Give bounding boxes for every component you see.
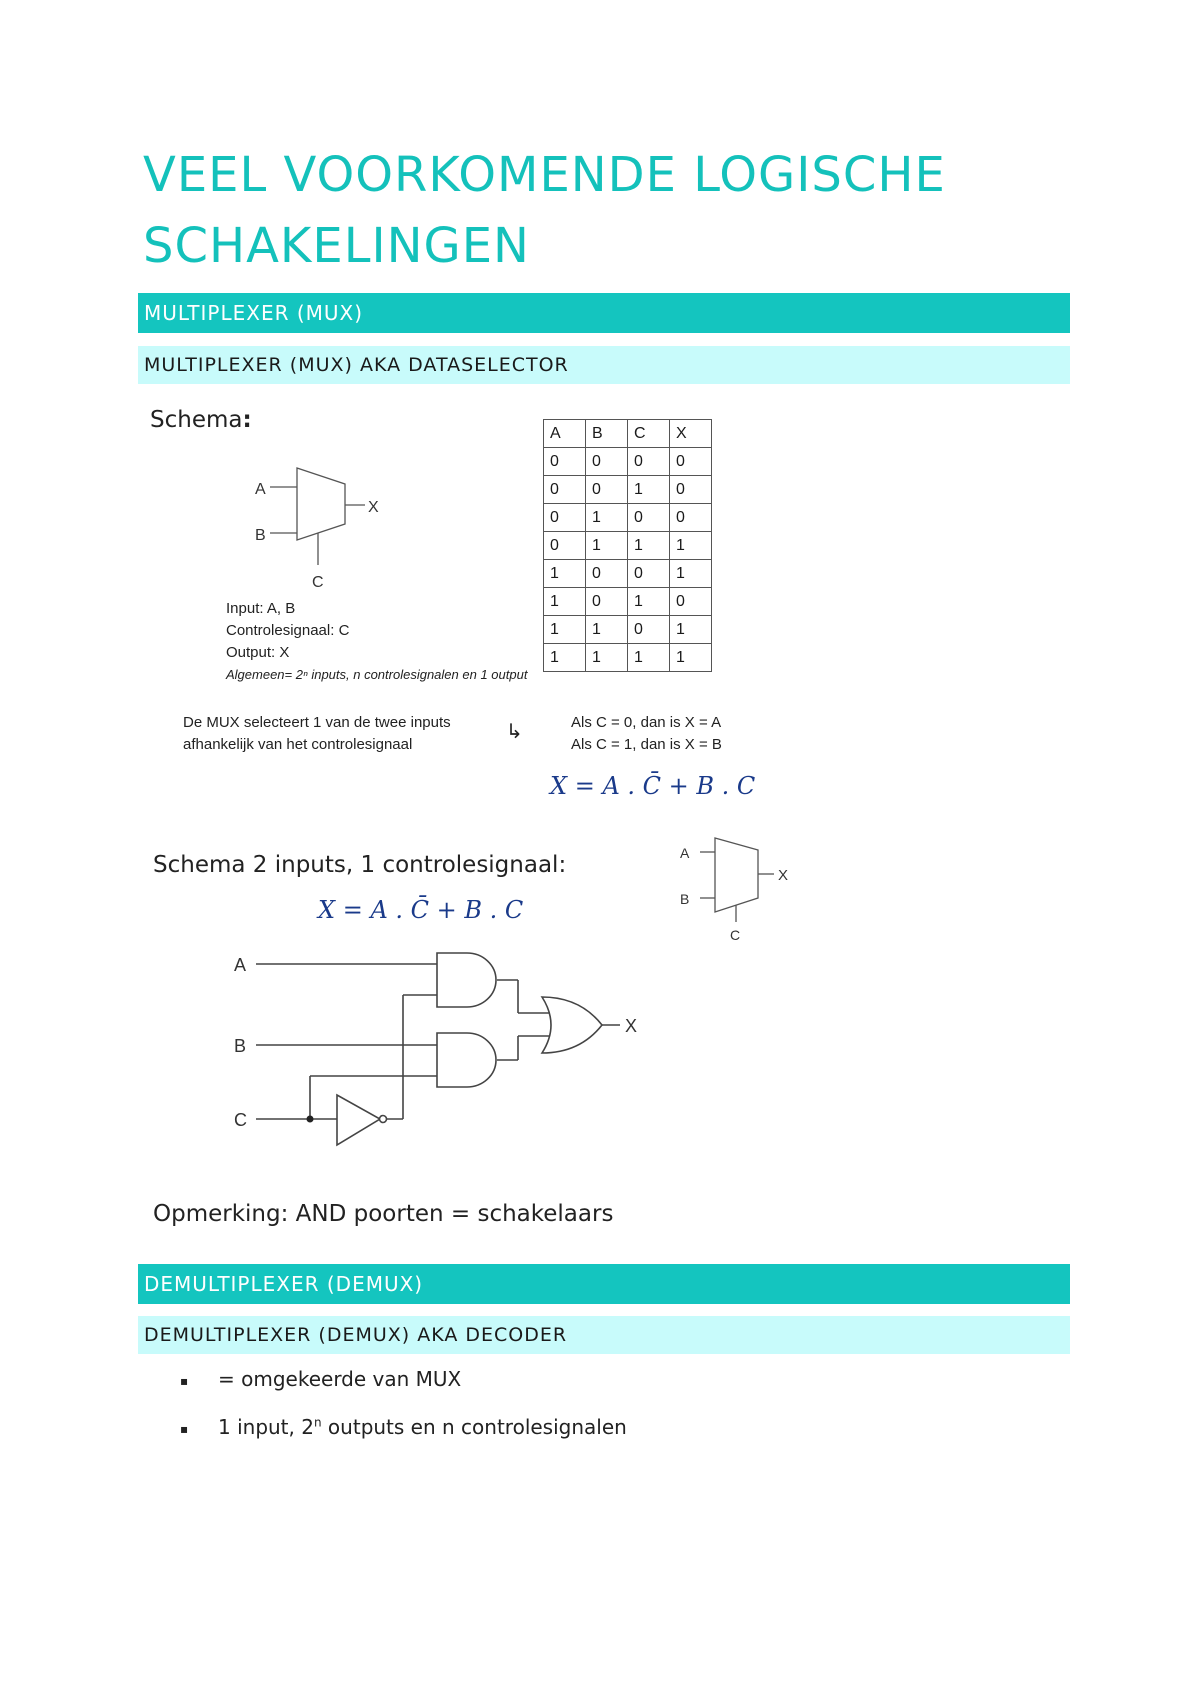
section-subheading-demux: DEMULTIPLEXER (DEMUX) AKA DECODER [138, 1316, 1070, 1354]
truth-table-cell: 0 [670, 588, 712, 616]
small-mux-c-label: C [730, 927, 741, 943]
mux-gate-circuit [220, 935, 680, 1165]
bullet-text-1: = omgekeerde van MUX [218, 1367, 462, 1391]
truth-table-cell: 0 [544, 448, 586, 476]
mux-description-line1: De MUX selecteert 1 van de twee inputs [183, 714, 451, 731]
mux-description-line2: afhankelijk van het controlesignaal [183, 736, 413, 753]
mux-formula: X = A . C̄ + B . C [550, 772, 756, 800]
rule-c1: Als C = 1, dan is X = B [571, 736, 722, 753]
truth-table-cell: 0 [586, 476, 628, 504]
circuit-input-b-label: B [234, 1036, 247, 1056]
circuit-caption: Schema 2 inputs, 1 controlesignaal: [153, 852, 567, 878]
truth-table-cell: 0 [586, 588, 628, 616]
truth-table-cell: 1 [544, 588, 586, 616]
truth-table-row [544, 644, 712, 672]
truth-table-cell: 1 [586, 644, 628, 672]
circuit-input-a-label: A [234, 955, 247, 975]
truth-table-cell: 1 [628, 588, 670, 616]
bullet-text-2: 1 input, 2$^n$ outputs en n controlesignalen [218, 1415, 627, 1439]
mux-input-a-label: A [255, 481, 266, 498]
page-title: VEEL VOORKOMENDE LOGISCHE SCHAKELINGEN [143, 147, 946, 274]
truth-table-header: A [544, 420, 586, 448]
truth-table-cell: 1 [670, 560, 712, 588]
schema-label: Schema: [150, 407, 252, 433]
truth-table-cell: 1 [544, 560, 586, 588]
small-mux-x-label: X [778, 867, 789, 884]
truth-table-cell: 0 [628, 560, 670, 588]
section-heading-demux: DEMULTIPLEXER (DEMUX) [138, 1264, 1070, 1304]
truth-table-header: C [628, 420, 670, 448]
truth-table-cell: 1 [586, 504, 628, 532]
mux-input-b-label: B [255, 527, 266, 544]
note-input: Input: A, B [226, 600, 296, 617]
mux-control-c-label: C [312, 574, 324, 591]
truth-table-cell: 1 [670, 532, 712, 560]
truth-table-cell: 0 [544, 532, 586, 560]
circuit-output-x-label: X [625, 1016, 638, 1036]
small-mux-a-label: A [680, 845, 690, 861]
bullet-marker: ▪ [180, 1422, 189, 1436]
note-output: Output: X [226, 644, 290, 661]
truth-table-cell: 0 [544, 504, 586, 532]
truth-table-cell: 0 [670, 448, 712, 476]
mux-output-x-label: X [368, 499, 379, 516]
truth-table-cell: 1 [670, 644, 712, 672]
truth-table-cell: 0 [670, 504, 712, 532]
truth-table-row [544, 588, 712, 616]
truth-table-header: X [670, 420, 712, 448]
truth-table-cell: 0 [628, 616, 670, 644]
truth-table-row [544, 504, 712, 532]
truth-table-cell: 1 [586, 616, 628, 644]
truth-table-cell: 0 [628, 504, 670, 532]
circuit-input-c-label: C [234, 1110, 247, 1130]
truth-table [543, 419, 712, 672]
truth-table-row [544, 560, 712, 588]
truth-table-cell: 1 [586, 532, 628, 560]
circuit-remark: Opmerking: AND poorten = schakelaars [153, 1201, 614, 1227]
truth-table-cell: 0 [586, 560, 628, 588]
truth-table-cell: 1 [628, 532, 670, 560]
truth-table-row [544, 616, 712, 644]
bullet-marker: ▪ [180, 1374, 189, 1388]
truth-table-cell: 1 [670, 616, 712, 644]
truth-table-row [544, 532, 712, 560]
section-subheading-mux: MULTIPLEXER (MUX) AKA DATASELECTOR [138, 346, 1070, 384]
small-mux-b-label: B [680, 891, 690, 907]
truth-table-header-row [544, 420, 712, 448]
truth-table-row [544, 448, 712, 476]
mux-symbol [250, 460, 400, 595]
truth-table-cell: 0 [544, 476, 586, 504]
rule-c0: Als C = 0, dan is X = A [571, 714, 722, 731]
circuit-formula: X = A . C̄ + B . C [318, 896, 524, 924]
note-general: Algemeen= 2ⁿ inputs, n controlesignalen en 1 output [226, 667, 528, 682]
truth-table-cell: 0 [670, 476, 712, 504]
truth-table-header: B [586, 420, 628, 448]
truth-table-cell: 1 [544, 616, 586, 644]
truth-table-cell: 1 [628, 644, 670, 672]
arrow-icon: ↳ [506, 721, 523, 743]
truth-table-row [544, 476, 712, 504]
section-heading-mux: MULTIPLEXER (MUX) [138, 293, 1070, 333]
truth-table-cell: 1 [628, 476, 670, 504]
truth-table-cell: 1 [544, 644, 586, 672]
note-control: Controlesignaal: C [226, 622, 350, 639]
truth-table-cell: 0 [586, 448, 628, 476]
truth-table-cell: 0 [628, 448, 670, 476]
mux-small-symbol [670, 830, 810, 945]
